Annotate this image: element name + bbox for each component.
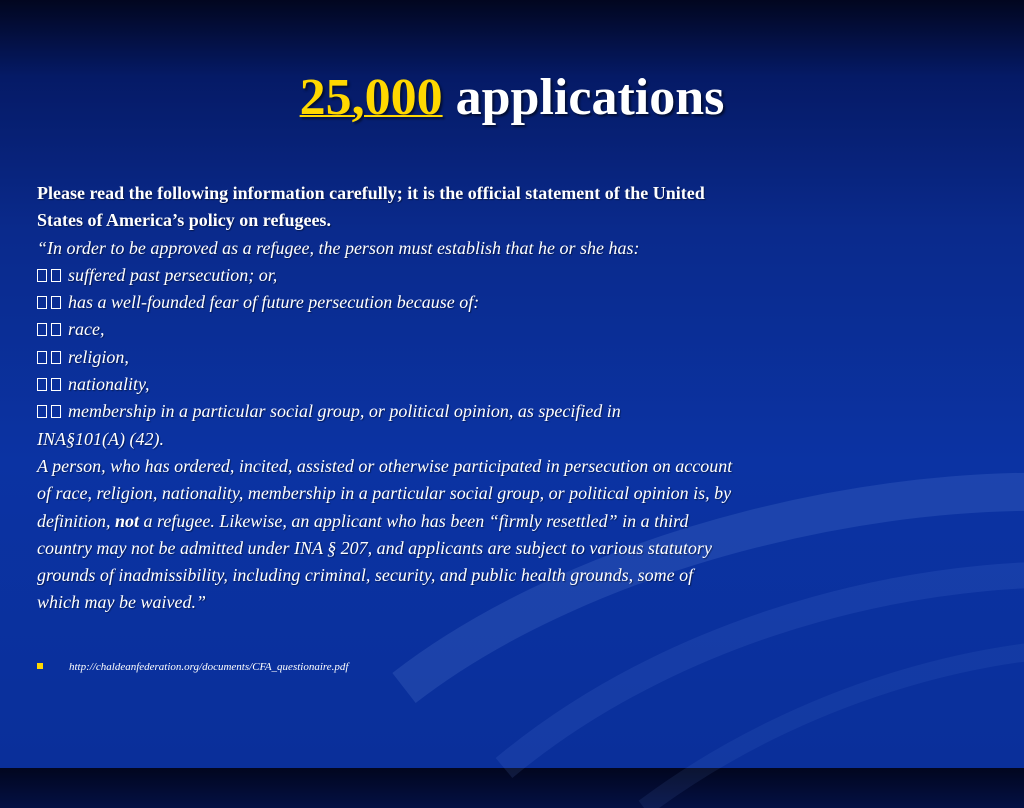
box-glyph-icon [37,296,47,309]
quote-opening: “In order to be approved as a refugee, the person must establish that he or she has: [37,237,640,258]
list-item-text: membership in a particular social group, or political opinion, as specified in [68,401,621,422]
bullet-square-icon [37,663,43,669]
title-number-link[interactable]: 25,000 [299,69,443,126]
list-item-text: religion, [68,346,129,367]
slide-title [0,68,1024,128]
list-item-text: has a well-founded fear of future persecution because of: [68,292,480,313]
box-glyph-icon [51,296,61,309]
paragraph-text: definition, [37,510,115,531]
paragraph-line-5: grounds of inadmissibility, including criminal, security, and public health grounds, some of [37,565,694,586]
paragraph-line-3 [37,508,897,535]
list-item [37,398,897,425]
box-glyph-icon [51,378,61,391]
list-item [37,316,897,343]
box-glyph-icon [37,351,47,364]
ina-reference: INA§101(A) (42). [37,428,164,449]
box-glyph-icon [37,269,47,282]
source-row [37,661,348,673]
intro-line-1: Please read the following information carefully; it is the official statement of the United [37,183,705,203]
paragraph-line-2: of race, religion, nationality, membership in a particular social group, or political opinion is, by [37,483,732,504]
box-glyph-icon [37,378,47,391]
title-text: applications [455,69,725,126]
paragraph-text: a refugee. Likewise, an applicant who has been “firmly resettled” in a third [139,510,689,531]
box-glyph-icon [51,269,61,282]
list-item [37,371,897,398]
paragraph-line-1: A person, who has ordered, incited, assisted or otherwise participated in persecution on account [37,455,733,476]
box-glyph-icon [51,405,61,418]
emphasis-not: not [115,510,140,531]
list-item [37,344,897,371]
box-glyph-icon [51,351,61,364]
list-item-text: race, [68,319,105,340]
paragraph-line-4: country may not be admitted under INA § 207, and applicants are subject to various statutory [37,537,712,558]
source-link[interactable]: http://chaldeanfederation.org/documents/CFA_questionaire.pdf [69,661,349,673]
box-glyph-icon [37,323,47,336]
list-item-text: suffered past persecution; or, [68,264,278,285]
list-item [37,262,897,289]
slide-body [37,180,897,617]
intro-line-2: States of America’s policy on refugees. [37,210,331,231]
box-glyph-icon [51,323,61,336]
list-item [37,289,897,316]
box-glyph-icon [37,405,47,418]
list-item-text: nationality, [68,374,150,395]
paragraph-line-6: which may be waived.” [37,592,206,613]
